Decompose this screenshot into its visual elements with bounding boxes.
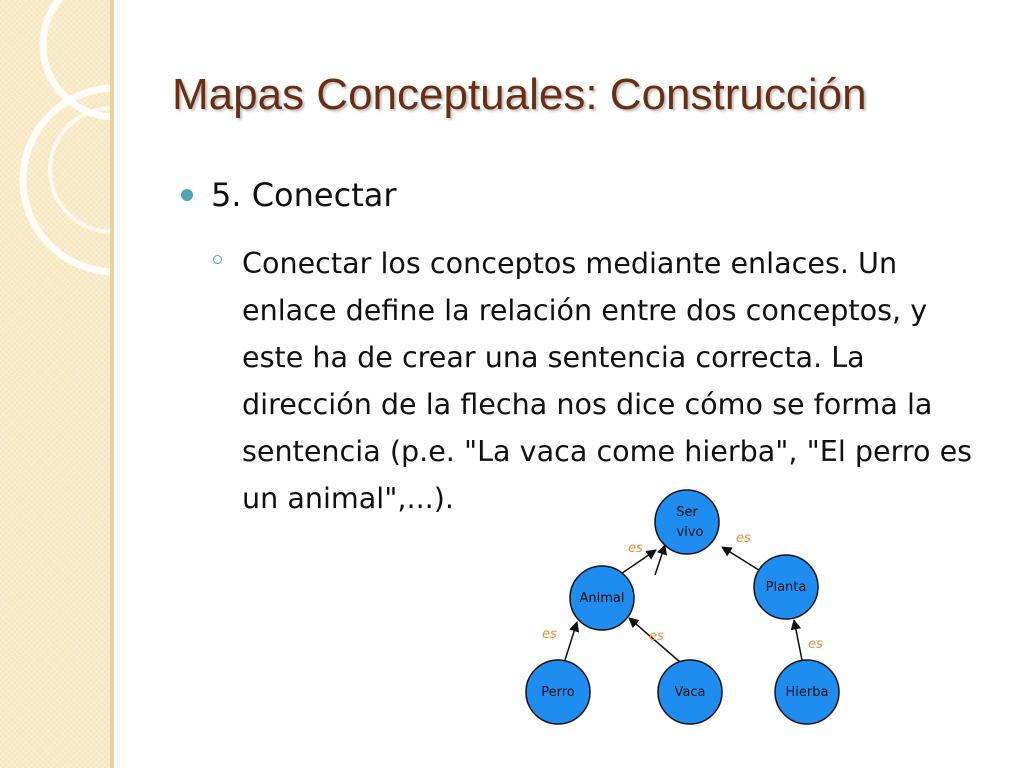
node-animal-label: Animal (579, 591, 625, 606)
link-label-es: es (628, 541, 643, 556)
node-hierba (775, 660, 839, 724)
node-ser-vivo (655, 490, 719, 554)
bullet-dot-icon (181, 189, 193, 201)
node-hierba-label: Hierba (785, 685, 829, 700)
node-perro-label: Perro (541, 685, 575, 700)
link-label-es: es (649, 629, 664, 644)
node-vaca-label: Vaca (674, 685, 706, 700)
link-label-es: es (808, 637, 823, 652)
node-ser-vivo-label-line2: vivo (676, 525, 704, 540)
node-planta (754, 555, 818, 619)
slide-title: Mapas Conceptuales: Construcción (172, 70, 867, 119)
node-perro (526, 660, 590, 724)
node-ser-vivo-label-line1: Ser (676, 505, 698, 520)
node-animal (570, 566, 634, 630)
edge-hierba-to-planta (794, 620, 802, 660)
node-planta-label: Planta (765, 580, 807, 595)
edge-perro-to-animal (565, 622, 577, 660)
sidebar-circles-decoration (0, 0, 114, 768)
bullet-level2-text: Conectar los conceptos mediante enlaces. Un enlace define la relación entre dos conceptos, y este ha de crear una sentencia correcta. La dirección de la flecha nos dice cómo se forma la sentencia (p.e. "La vaca come hierba", "El perro es un animal",...). (242, 246, 973, 515)
sidebar-edge (110, 0, 114, 768)
edge-animal-to-ser-vivo (655, 545, 665, 575)
bullet-level1-text: 5. Conectar (211, 176, 397, 214)
node-vaca (658, 660, 722, 724)
bullet-ring-icon (213, 255, 222, 264)
concept-map-diagram (500, 470, 880, 750)
decorative-sidebar (0, 0, 114, 768)
edge-planta-to-ser-vivo (722, 547, 762, 572)
bullet-level1 (181, 176, 397, 214)
link-label-es: es (736, 531, 751, 546)
link-label-es: es (542, 627, 557, 642)
